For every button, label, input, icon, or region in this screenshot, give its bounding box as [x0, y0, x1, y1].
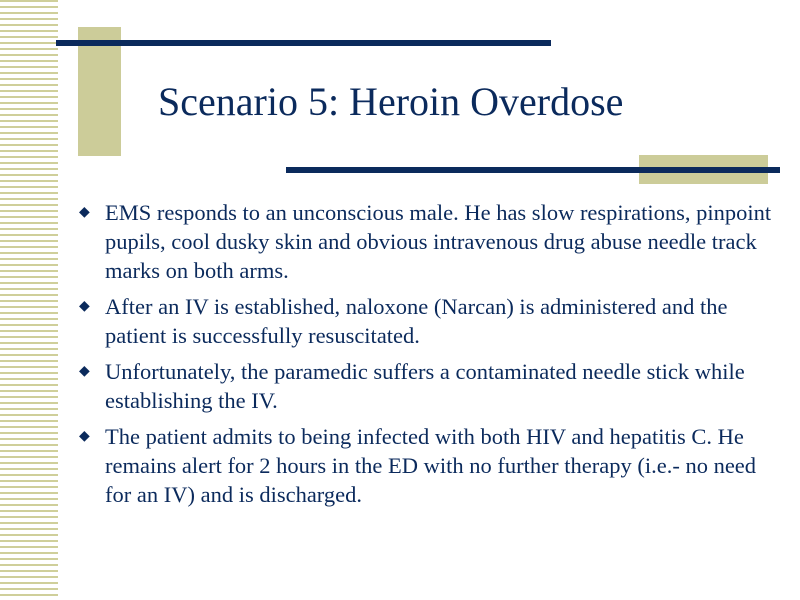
bullet-text: After an IV is established, naloxone (Narcan) is administered and the patient is successfully resuscitated.: [105, 294, 728, 348]
slide-title: Scenario 5: Heroin Overdose: [158, 79, 624, 124]
left-stripe-decoration: [0, 0, 58, 600]
bullet-list: [78, 198, 778, 516]
title-rule-top: [56, 40, 551, 46]
bullet-item: [78, 422, 778, 509]
bullet-text: EMS responds to an unconscious male. He has slow respirations, pinpoint pupils, cool dusky skin and obvious intravenous drug abuse needle track marks on both arms.: [105, 200, 772, 283]
title-rule-bottom: [286, 167, 780, 173]
diamond-bullet-icon: ◆: [79, 429, 90, 444]
bullet-text: Unfortunately, the paramedic suffers a contaminated needle stick while establishing the IV.: [105, 359, 745, 413]
diamond-bullet-icon: ◆: [79, 364, 90, 379]
diamond-bullet-icon: ◆: [79, 299, 90, 314]
diamond-bullet-icon: ◆: [79, 205, 90, 220]
olive-accent-block-left: [78, 27, 121, 156]
bullet-item: [78, 292, 778, 350]
bullet-item: [78, 357, 778, 415]
bullet-item: [78, 198, 778, 285]
bullet-text: The patient admits to being infected with both HIV and hepatitis C. He remains alert for 2 hours in the ED with no further therapy (i.e.- no need for an IV) and is discharged.: [105, 424, 757, 507]
